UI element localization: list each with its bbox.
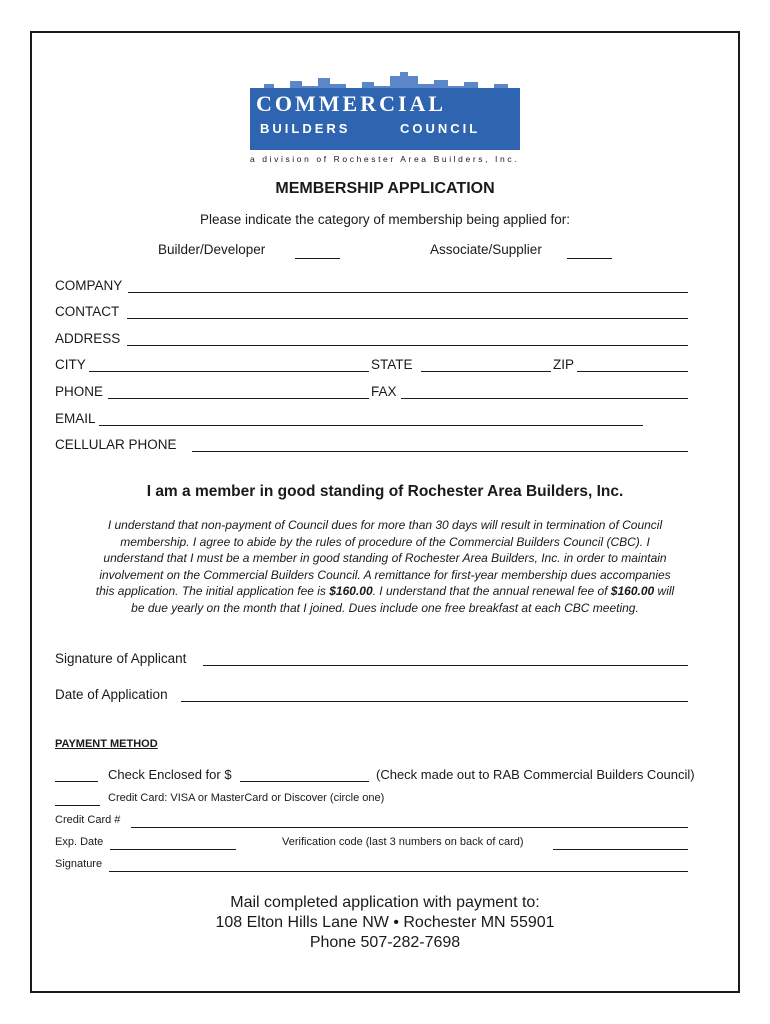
cellular-label: CELLULAR PHONE xyxy=(55,437,177,452)
logo-word-commercial: COMMERCIAL xyxy=(256,91,447,116)
verification-field[interactable] xyxy=(553,849,688,850)
renewal-fee: $160.00 xyxy=(610,584,655,598)
category-associate-label: Associate/Supplier xyxy=(430,242,542,257)
email-field[interactable] xyxy=(99,425,643,426)
signature-applicant-field[interactable] xyxy=(203,665,688,666)
terms-text-1: I understand that non-payment of Council dues for more than 30 days will result in termination of Council membership. I agree to abide by the rules of procedure of the Commercial Builders Council (CBC). I understand that I must be a member in good standing of Rochester Area Builders, Inc. in order to maintain involvement on the Commercial Builders Council. A remittance for first-year membership dues accompanies this application. The initial application fee is xyxy=(95,518,671,598)
zip-field[interactable] xyxy=(577,371,688,372)
mailing-address: 108 Elton Hills Lane NW • Rochester MN 55901 xyxy=(215,914,555,931)
payment-signature-label: Signature xyxy=(55,858,103,870)
phone-field[interactable] xyxy=(108,398,369,399)
payment-signature-field[interactable] xyxy=(109,871,688,872)
logo-division-text: a division of Rochester Area Builders, Inc. xyxy=(250,154,520,164)
terms-text-2: . I understand that the annual renewal fee of xyxy=(372,584,611,598)
check-select-blank[interactable] xyxy=(55,781,98,782)
logo-word-builders: BUILDERS xyxy=(260,121,351,136)
verification-label: Verification code (last 3 numbers on back of card) xyxy=(282,836,524,848)
terms-paragraph xyxy=(90,517,680,616)
exp-date-label: Exp. Date xyxy=(55,836,104,848)
mailing-line-1: Mail completed application with payment to: xyxy=(230,894,540,911)
state-label: STATE xyxy=(371,357,413,372)
city-label: CITY xyxy=(55,357,86,372)
company-field[interactable] xyxy=(128,292,688,293)
mailing-phone: Phone 507-282-7698 xyxy=(309,934,461,951)
exp-date-field[interactable] xyxy=(110,849,236,850)
cellular-field[interactable] xyxy=(192,451,688,452)
credit-select-blank[interactable] xyxy=(55,805,100,806)
mailing-block xyxy=(0,893,770,953)
terms-text-3: will be due yearly on the month that I joined. Dues include one free breakfast at each CBC meeting. xyxy=(131,584,675,615)
initial-fee: $160.00 xyxy=(329,584,373,598)
category-prompt: Please indicate the category of membership being applied for: xyxy=(200,212,570,227)
phone-label: PHONE xyxy=(55,384,104,399)
category-associate-blank[interactable] xyxy=(567,258,612,259)
fax-field[interactable] xyxy=(401,398,688,399)
cbc-logo xyxy=(248,72,522,168)
standing-heading: I am a member in good standing of Rochester Area Builders, Inc. xyxy=(146,483,624,500)
zip-label: ZIP xyxy=(553,357,575,372)
contact-label: CONTACT xyxy=(55,304,120,319)
card-number-field[interactable] xyxy=(131,827,688,828)
category-builder-label: Builder/Developer xyxy=(158,242,266,257)
fax-label: FAX xyxy=(371,384,397,399)
address-field[interactable] xyxy=(127,345,688,346)
category-builder-blank[interactable] xyxy=(295,258,340,259)
company-label: COMPANY xyxy=(55,278,123,293)
city-field[interactable] xyxy=(89,371,369,372)
signature-applicant-label: Signature of Applicant xyxy=(55,651,187,666)
contact-field[interactable] xyxy=(127,318,688,319)
page-title: MEMBERSHIP APPLICATION xyxy=(275,180,495,197)
date-application-label: Date of Application xyxy=(55,687,168,702)
credit-card-label: Credit Card: VISA or MasterCard or Discover (circle one) xyxy=(108,792,385,804)
state-field[interactable] xyxy=(421,371,551,372)
card-number-label: Credit Card # xyxy=(55,814,121,826)
logo-word-council: COUNCIL xyxy=(400,121,481,136)
check-enclosed-label: Check Enclosed for $ xyxy=(108,767,232,782)
date-application-field[interactable] xyxy=(181,701,688,702)
address-label: ADDRESS xyxy=(55,331,121,346)
email-label: EMAIL xyxy=(55,411,96,426)
check-note: (Check made out to RAB Commercial Builders Council) xyxy=(376,767,695,782)
check-amount-field[interactable] xyxy=(240,781,369,782)
payment-method-heading: PAYMENT METHOD xyxy=(55,738,158,750)
